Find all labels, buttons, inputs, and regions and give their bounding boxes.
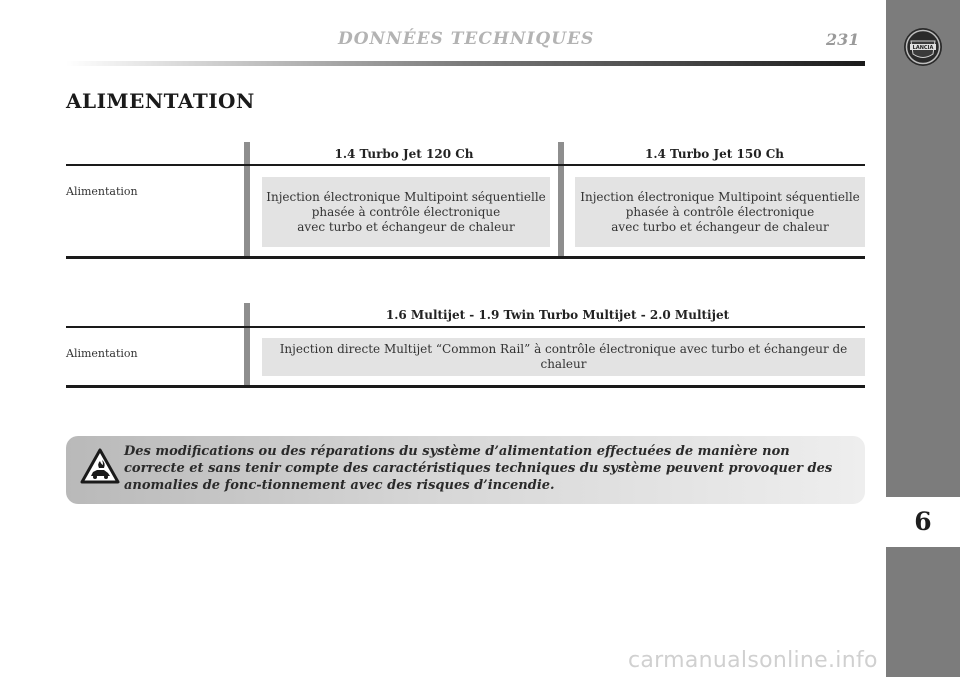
svg-text:LANCIA: LANCIA — [912, 45, 934, 51]
warning-triangle-icon — [80, 448, 120, 484]
table-cell — [262, 338, 865, 376]
chapter-number: 6 — [914, 507, 932, 536]
page-number: 231 — [826, 30, 860, 49]
chapter-sidebar — [886, 0, 960, 677]
warning-text: Des modifications ou des réparations du système d’alimentation effectuées de manière non correcte et sans tenir compte des caractéristiques techniques du système peuvent provoquer des anomalies de fonc-tionnement avec des risques d’incendie. — [124, 444, 833, 493]
table-rule — [66, 326, 865, 328]
lancia-logo-icon — [903, 27, 943, 67]
table-cell — [262, 177, 550, 247]
table-cell — [575, 177, 865, 247]
chapter-tab — [886, 497, 960, 547]
table-rule — [66, 256, 865, 259]
cell-line: Injection directe Multijet “Common Rail” à contrôle électronique avec turbo et échangeur de chaleur — [279, 342, 848, 371]
column-header: 1.6 Multijet - 1.9 Twin Turbo Multijet - 2.0 Multijet — [385, 308, 730, 322]
running-header-title: DONNÉES TECHNIQUES — [338, 29, 595, 49]
cell-line: avec turbo et échangeur de chaleur — [611, 219, 829, 234]
cell-line: Injection électronique Multipoint séquentielle — [266, 189, 546, 204]
warning-box — [66, 436, 865, 504]
section-title: ALIMENTATION — [66, 89, 255, 113]
table-rule — [66, 385, 865, 388]
header-rule — [66, 61, 865, 66]
cell-line: phasée à contrôle électronique — [625, 204, 815, 219]
cell-line: avec turbo et échangeur de chaleur — [297, 219, 515, 234]
row-label: Alimentation — [66, 347, 138, 360]
column-header: 1.4 Turbo Jet 150 Ch — [644, 147, 785, 161]
watermark: carmanualsonline.info — [628, 648, 878, 673]
cell-line: phasée à contrôle électronique — [311, 204, 501, 219]
table-rule — [66, 164, 865, 166]
row-label: Alimentation — [66, 185, 138, 198]
column-header: 1.4 Turbo Jet 120 Ch — [334, 147, 474, 161]
cell-line: Injection électronique Multipoint séquentielle — [580, 189, 860, 204]
